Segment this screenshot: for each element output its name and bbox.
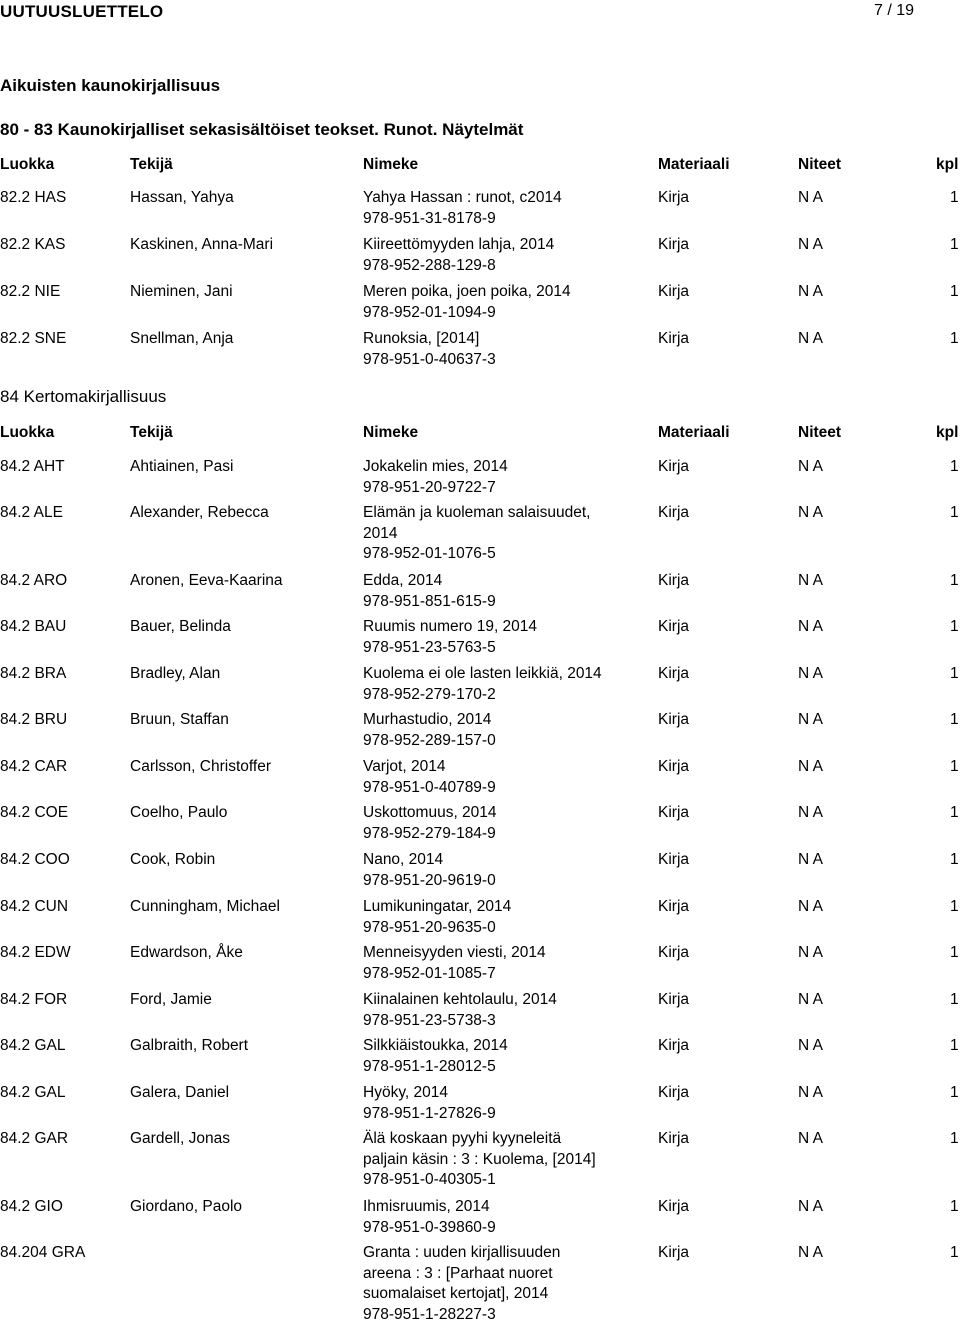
cell-niteet: N A: [798, 329, 823, 350]
cell-kpl: 1: [950, 1243, 959, 1264]
isbn-line: 978-951-20-9722-7: [363, 478, 633, 499]
col-niteet: Niteet: [798, 423, 841, 444]
cell-nimeke: [363, 757, 633, 798]
cell-niteet: N A: [798, 571, 823, 592]
cell-niteet: N A: [798, 1083, 823, 1104]
cell-luokka: 84.2 GAR: [0, 1129, 68, 1150]
table-row: [0, 850, 960, 870]
title-line: Menneisyyden viesti, 2014: [363, 943, 633, 964]
cell-kpl: 1: [950, 503, 959, 524]
cell-niteet: N A: [798, 943, 823, 964]
table-row: [0, 503, 960, 523]
cell-materiaali: Kirja: [658, 897, 689, 918]
cell-materiaali: Kirja: [658, 1243, 689, 1264]
isbn-line: 978-951-23-5738-3: [363, 1011, 633, 1032]
col-luokka: Luokka: [0, 155, 54, 176]
cell-niteet: N A: [798, 457, 823, 478]
cell-materiaali: Kirja: [658, 617, 689, 638]
cell-nimeke: [363, 1129, 633, 1191]
table-row: [0, 1197, 960, 1217]
cell-tekija: Giordano, Paolo: [130, 1197, 242, 1218]
cell-niteet: N A: [798, 850, 823, 871]
table-row: [0, 1129, 960, 1149]
cell-tekija: Hassan, Yahya: [130, 188, 234, 209]
cell-niteet: N A: [798, 1036, 823, 1057]
cell-tekija: Cunningham, Michael: [130, 897, 280, 918]
isbn-line: 978-952-279-184-9: [363, 824, 633, 845]
cell-luokka: 84.2 AHT: [0, 457, 65, 478]
table-row: [0, 1243, 960, 1263]
cell-kpl: 1: [950, 1197, 959, 1218]
cell-materiaali: Kirja: [658, 235, 689, 256]
title-line: Kiireettömyyden lahja, 2014: [363, 235, 633, 256]
cell-kpl: 1: [950, 664, 959, 685]
cell-materiaali: Kirja: [658, 757, 689, 778]
cell-niteet: N A: [798, 897, 823, 918]
isbn-line: 978-951-1-28012-5: [363, 1057, 633, 1078]
cell-kpl: 1: [950, 757, 959, 778]
cell-kpl: 1: [950, 457, 959, 478]
cell-nimeke: [363, 1083, 633, 1124]
cell-luokka: 84.2 FOR: [0, 990, 67, 1011]
cell-tekija: Ahtiainen, Pasi: [130, 457, 233, 478]
cell-materiaali: Kirja: [658, 571, 689, 592]
cell-kpl: 1: [950, 803, 959, 824]
isbn-line: 978-951-0-39860-9: [363, 1218, 633, 1239]
cell-materiaali: Kirja: [658, 664, 689, 685]
cell-kpl: 1: [950, 1129, 959, 1150]
isbn-line: 978-952-01-1094-9: [363, 303, 633, 324]
col-materiaali: Materiaali: [658, 155, 730, 176]
group-title: 80 - 83 Kaunokirjalliset sekasisältöiset teokset. Runot. Näytelmät: [0, 120, 523, 140]
cell-niteet: N A: [798, 757, 823, 778]
title-line: Nano, 2014: [363, 850, 633, 871]
cell-nimeke: [363, 850, 633, 891]
table-row: [0, 235, 960, 255]
cell-tekija: Alexander, Rebecca: [130, 503, 269, 524]
title-line: 2014: [363, 524, 633, 545]
cell-nimeke: [363, 457, 633, 498]
isbn-line: 978-951-31-8178-9: [363, 209, 633, 230]
title-line: Silkkiäistoukka, 2014: [363, 1036, 633, 1057]
cell-materiaali: Kirja: [658, 1197, 689, 1218]
col-nimeke: Nimeke: [363, 423, 633, 444]
cell-materiaali: Kirja: [658, 803, 689, 824]
col-tekija: Tekijä: [130, 423, 173, 444]
cell-luokka: 84.2 ALE: [0, 503, 63, 524]
title-line: Ruumis numero 19, 2014: [363, 617, 633, 638]
table-row: [0, 757, 960, 777]
cell-kpl: 1: [950, 850, 959, 871]
cell-kpl: 1: [950, 1083, 959, 1104]
table-row: [0, 457, 960, 477]
isbn-line: 978-951-20-9619-0: [363, 871, 633, 892]
table-row: [0, 188, 960, 208]
cell-nimeke: [363, 803, 633, 844]
cell-materiaali: Kirja: [658, 457, 689, 478]
title-line: Älä koskaan pyyhi kyyneleitä: [363, 1129, 633, 1150]
table-row: [0, 710, 960, 730]
column-header-row: [0, 155, 960, 175]
cell-niteet: N A: [798, 990, 823, 1011]
title-line: Hyöky, 2014: [363, 1083, 633, 1104]
cell-nimeke: [363, 710, 633, 751]
cell-niteet: N A: [798, 282, 823, 303]
cell-luokka: 84.2 GIO: [0, 1197, 63, 1218]
cell-nimeke: [363, 188, 633, 229]
isbn-line: 978-951-0-40637-3: [363, 350, 633, 371]
column-header-row: [0, 423, 960, 443]
isbn-line: 978-952-289-157-0: [363, 731, 633, 752]
cell-tekija: Galbraith, Robert: [130, 1036, 248, 1057]
isbn-line: 978-951-1-28227-3: [363, 1305, 633, 1325]
title-line: Uskottomuus, 2014: [363, 803, 633, 824]
table-row: [0, 897, 960, 917]
col-nimeke: Nimeke: [363, 155, 633, 176]
title-line: Lumikuningatar, 2014: [363, 897, 633, 918]
isbn-line: 978-951-0-40789-9: [363, 778, 633, 799]
cell-luokka: 84.2 EDW: [0, 943, 71, 964]
cell-nimeke: [363, 990, 633, 1031]
cell-tekija: Bruun, Staffan: [130, 710, 229, 731]
cell-nimeke: [363, 235, 633, 276]
cell-luokka: 82.2 HAS: [0, 188, 66, 209]
cell-luokka: 82.2 KAS: [0, 235, 66, 256]
cell-materiaali: Kirja: [658, 188, 689, 209]
cell-tekija: Galera, Daniel: [130, 1083, 229, 1104]
title-line: Meren poika, joen poika, 2014: [363, 282, 633, 303]
cell-tekija: Aronen, Eeva-Kaarina: [130, 571, 283, 592]
cell-niteet: N A: [798, 617, 823, 638]
title-line: Kuolema ei ole lasten leikkiä, 2014: [363, 664, 633, 685]
cell-tekija: Kaskinen, Anna-Mari: [130, 235, 273, 256]
isbn-line: 978-952-01-1076-5: [363, 544, 633, 565]
cell-niteet: N A: [798, 1197, 823, 1218]
cell-materiaali: Kirja: [658, 329, 689, 350]
cell-niteet: N A: [798, 710, 823, 731]
isbn-line: 978-951-1-27826-9: [363, 1104, 633, 1125]
cell-luokka: 84.2 ARO: [0, 571, 67, 592]
catalog-title: UUTUUSLUETTELO: [0, 2, 163, 22]
isbn-line: 978-952-288-129-8: [363, 256, 633, 277]
cell-kpl: 1: [950, 235, 959, 256]
cell-kpl: 1: [950, 329, 959, 350]
cell-kpl: 1: [950, 282, 959, 303]
cell-nimeke: [363, 503, 633, 565]
cell-materiaali: Kirja: [658, 850, 689, 871]
cell-luokka: 82.2 NIE: [0, 282, 60, 303]
title-line: Murhastudio, 2014: [363, 710, 633, 731]
cell-kpl: 1: [950, 990, 959, 1011]
title-line: Granta : uuden kirjallisuuden: [363, 1243, 633, 1264]
cell-kpl: 1: [950, 897, 959, 918]
cell-kpl: 1: [950, 571, 959, 592]
isbn-line: 978-951-23-5763-5: [363, 638, 633, 659]
group-title: 84 Kertomakirjallisuus: [0, 387, 166, 407]
cell-luokka: 84.2 GAL: [0, 1036, 66, 1057]
cell-luokka: 84.204 GRA: [0, 1243, 85, 1264]
isbn-line: 978-951-20-9635-0: [363, 918, 633, 939]
table-row: [0, 1083, 960, 1103]
table-row: [0, 943, 960, 963]
cell-tekija: Carlsson, Christoffer: [130, 757, 271, 778]
cell-nimeke: [363, 897, 633, 938]
cell-kpl: 1: [950, 943, 959, 964]
cell-nimeke: [363, 329, 633, 370]
cell-tekija: Gardell, Jonas: [130, 1129, 230, 1150]
cell-niteet: N A: [798, 188, 823, 209]
section-title: Aikuisten kaunokirjallisuus: [0, 76, 220, 96]
cell-materiaali: Kirja: [658, 990, 689, 1011]
col-niteet: Niteet: [798, 155, 841, 176]
table-row: [0, 617, 960, 637]
cell-niteet: N A: [798, 503, 823, 524]
cell-tekija: Snellman, Anja: [130, 329, 233, 350]
cell-tekija: Bradley, Alan: [130, 664, 220, 685]
cell-nimeke: [363, 617, 633, 658]
col-materiaali: Materiaali: [658, 423, 730, 444]
title-line: Jokakelin mies, 2014: [363, 457, 633, 478]
cell-luokka: 84.2 GAL: [0, 1083, 66, 1104]
isbn-line: 978-951-851-615-9: [363, 592, 633, 613]
table-row: [0, 990, 960, 1010]
cell-materiaali: Kirja: [658, 1036, 689, 1057]
cell-luokka: 84.2 BRA: [0, 664, 66, 685]
title-line: Edda, 2014: [363, 571, 633, 592]
cell-nimeke: [363, 943, 633, 984]
cell-materiaali: Kirja: [658, 710, 689, 731]
cell-niteet: N A: [798, 1243, 823, 1264]
cell-materiaali: Kirja: [658, 1129, 689, 1150]
cell-kpl: 1: [950, 1036, 959, 1057]
cell-niteet: N A: [798, 235, 823, 256]
col-tekija: Tekijä: [130, 155, 173, 176]
cell-kpl: 1: [950, 617, 959, 638]
cell-niteet: N A: [798, 803, 823, 824]
cell-luokka: 84.2 COE: [0, 803, 68, 824]
cell-tekija: Bauer, Belinda: [130, 617, 231, 638]
title-line: suomalaiset kertojat], 2014: [363, 1284, 633, 1305]
title-line: Kiinalainen kehtolaulu, 2014: [363, 990, 633, 1011]
title-line: Varjot, 2014: [363, 757, 633, 778]
cell-niteet: N A: [798, 1129, 823, 1150]
cell-luokka: 84.2 BRU: [0, 710, 67, 731]
table-row: [0, 571, 960, 591]
cell-nimeke: [363, 282, 633, 323]
col-kpl: kpl: [936, 423, 958, 444]
table-row: [0, 282, 960, 302]
table-row: [0, 803, 960, 823]
title-line: Runoksia, [2014]: [363, 329, 633, 350]
cell-nimeke: [363, 1036, 633, 1077]
cell-luokka: 84.2 CAR: [0, 757, 67, 778]
cell-nimeke: [363, 1243, 633, 1325]
cell-luokka: 84.2 COO: [0, 850, 70, 871]
cell-luokka: 84.2 CUN: [0, 897, 68, 918]
title-line: areena : 3 : [Parhaat nuoret: [363, 1264, 633, 1285]
cell-materiaali: Kirja: [658, 282, 689, 303]
title-line: Ihmisruumis, 2014: [363, 1197, 633, 1218]
cell-tekija: Coelho, Paulo: [130, 803, 227, 824]
cell-kpl: 1: [950, 710, 959, 731]
title-line: Elämän ja kuoleman salaisuudet,: [363, 503, 633, 524]
cell-niteet: N A: [798, 664, 823, 685]
title-line: Yahya Hassan : runot, c2014: [363, 188, 633, 209]
cell-nimeke: [363, 1197, 633, 1238]
cell-tekija: Ford, Jamie: [130, 990, 212, 1011]
table-row: [0, 664, 960, 684]
cell-materiaali: Kirja: [658, 943, 689, 964]
title-line: paljain käsin : 3 : Kuolema, [2014]: [363, 1150, 633, 1171]
cell-materiaali: Kirja: [658, 503, 689, 524]
col-luokka: Luokka: [0, 423, 54, 444]
cell-luokka: 82.2 SNE: [0, 329, 66, 350]
isbn-line: 978-952-279-170-2: [363, 685, 633, 706]
table-row: [0, 329, 960, 349]
cell-kpl: 1: [950, 188, 959, 209]
cell-tekija: Cook, Robin: [130, 850, 215, 871]
isbn-line: 978-952-01-1085-7: [363, 964, 633, 985]
table-row: [0, 1036, 960, 1056]
cell-nimeke: [363, 664, 633, 705]
page-number: 7 / 19: [874, 2, 914, 20]
col-kpl: kpl: [936, 155, 958, 176]
cell-tekija: Edwardson, Åke: [130, 943, 243, 964]
cell-nimeke: [363, 571, 633, 612]
cell-tekija: Nieminen, Jani: [130, 282, 233, 303]
isbn-line: 978-951-0-40305-1: [363, 1170, 633, 1191]
cell-materiaali: Kirja: [658, 1083, 689, 1104]
cell-luokka: 84.2 BAU: [0, 617, 66, 638]
